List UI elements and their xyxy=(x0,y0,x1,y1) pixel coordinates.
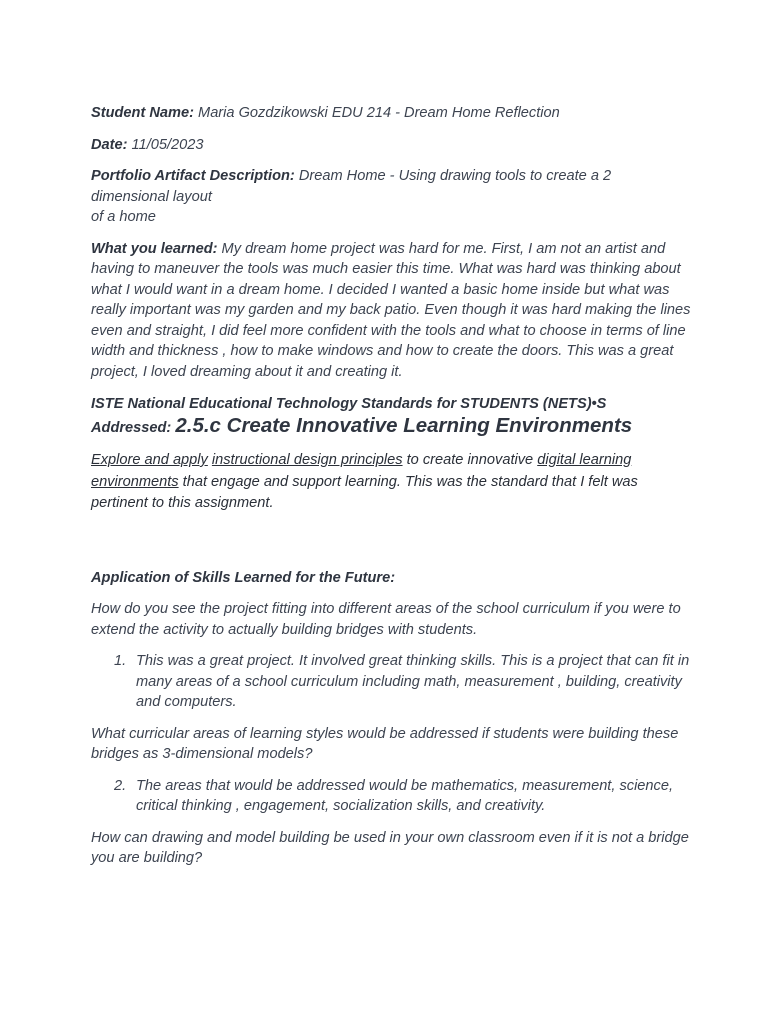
answer-1-number: 1. xyxy=(114,653,127,669)
artifact-description xyxy=(91,166,691,228)
answer-1-text: This was a great project. It involved great thinking skills. This is a project that can fit in many areas of a school curriculum including math, measurement , building, creativity and computers. xyxy=(136,653,690,710)
answer-2-text: The areas that would be addressed would be mathematics, measurement, science, critical thinking , engagement, socialization skills, and creativity. xyxy=(136,777,674,814)
link-instructional-design-principles[interactable]: instructional design principles xyxy=(211,452,403,468)
answer-2 xyxy=(91,776,691,817)
learned-label: What you learned: xyxy=(91,240,218,257)
date-line xyxy=(91,135,691,156)
student-name-value: Maria Gozdzikowski EDU 214 - Dream Home Reflection xyxy=(193,105,560,121)
nets-line1: ISTE National Educational Technology Standards for STUDENTS (NETS)•S xyxy=(91,396,607,412)
standard-description xyxy=(91,450,691,515)
standard-text-mid: to create innovative xyxy=(402,452,538,468)
question-2: What curricular areas of learning styles would be addressed if students were building these bridges as 3-dimensional models? xyxy=(91,725,679,762)
student-name-line xyxy=(91,103,691,124)
nets-heading xyxy=(91,393,691,439)
document-page xyxy=(91,103,691,880)
question-1: How do you see the project fitting into different areas of the school curriculum if you were to extend the activity to actually building bridges with students. xyxy=(91,601,681,638)
answer-2-number: 2. xyxy=(114,777,127,794)
date-value: 11/05/2023 xyxy=(127,136,204,153)
student-name-label: Student Name: xyxy=(91,105,194,121)
question-3: How can drawing and model building be used in your own classroom even if it is not a bridge you are building? xyxy=(91,829,689,866)
date-label: Date: xyxy=(91,136,128,153)
artifact-value: Dream Home - Using drawing tools to create a 2 dimensional layout xyxy=(91,168,612,205)
link-explore-and-apply[interactable]: Explore and apply xyxy=(91,452,208,468)
application-heading-text: Application of Skills Learned for the Future: xyxy=(91,569,396,586)
learned-value: My dream home project was hard for me. First, I am not an artist and having to maneuver the tools was much easier this time. What was hard was thinking about what I would want in a dream home. I decided I wanted a basic home inside but what was really important was my garden and my back patio. Even though it was hard making the lines even and straight, I did feel more confident with the tools and what to choose in terms of line width and thickness , how to make windows and how to create the doors. This was a great project, I loved dreaming about it and creating it. xyxy=(91,240,691,380)
answer-1 xyxy=(91,651,691,713)
section-spacer xyxy=(91,526,691,568)
artifact-value-line2: of a home xyxy=(91,209,156,225)
nets-standard-title: 2.5.c Create Innovative Learning Environments xyxy=(175,414,633,437)
link-digital-learning-environments[interactable]: digital learning environments xyxy=(91,452,632,490)
nets-addressed-label: Addressed: xyxy=(91,420,176,436)
artifact-label: Portfolio Artifact Description: xyxy=(91,168,295,184)
application-heading xyxy=(91,568,691,589)
standard-text-rest: that engage and support learning. This was the standard that I felt was pertinent to this assignment. xyxy=(91,473,638,511)
what-you-learned xyxy=(91,239,691,383)
